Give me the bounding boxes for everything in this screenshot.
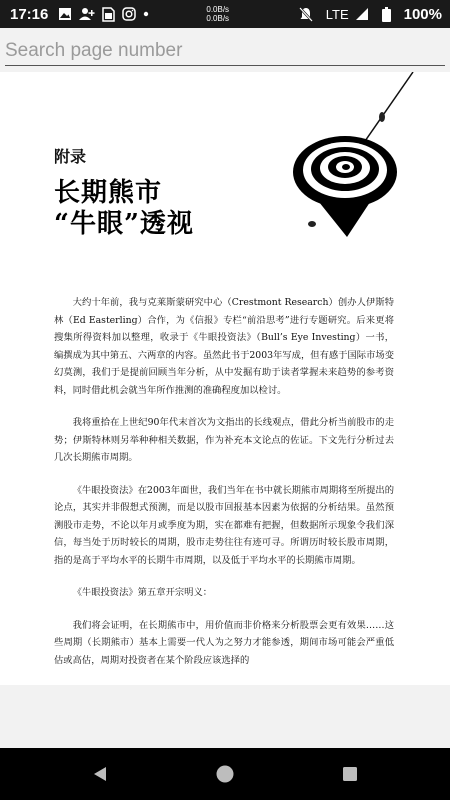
net-up: 0.0B/s	[206, 5, 230, 14]
status-bar	[0, 0, 450, 28]
battery-percent: 100%	[403, 5, 442, 23]
home-circle-icon[interactable]	[213, 762, 237, 786]
chapter-title-line2: “牛眼”透视	[54, 209, 194, 239]
paragraph: 大约十年前，我与克莱斯蒙研究中心（Crestmont Research）创办人伊斯特林（Ed Easterling）合作，为《信报》专栏“前沿思考”进行专题研究。后来更将搜集所得资料加以整理，收录于《牛眼投资法》（Bull’s Eye Investing）一书，编撰成为其中第五、六两章的内容。虽然此书于2003年写成，但有感于国际市场变幻莫测，我们于是提前回顾当年分析，从中发掘有助于读者掌握未来趋势的参考资料，同时借此机会就当年所作推测的准确程度加以检讨。	[54, 297, 394, 396]
battery-icon	[382, 7, 391, 22]
back-triangle-icon[interactable]	[88, 762, 112, 786]
appendix-label: 附录	[54, 147, 87, 166]
instagram-icon	[122, 7, 136, 21]
search-input[interactable]	[5, 37, 445, 66]
image-icon	[58, 7, 72, 21]
bulls-eye-dart-illustration	[285, 72, 425, 242]
mute-icon	[299, 7, 313, 22]
search-bar	[0, 28, 450, 72]
paragraph: 我们将会证明，在长期熊市中，用价值而非价格来分析股票会更有效果……这些周期（长期熊市）基本上需要一代人为之努力才能参透，期间市场可能会严重低估或高估，周期对投资者在某个阶段应该选择的	[54, 619, 394, 666]
paragraph: 《牛眼投资法》第五章开宗明义：	[72, 587, 213, 598]
paragraph: 我将重拾在上世纪90年代末首次为文指出的长线观点，借此分析当前股市的走势；伊斯特林则另举种种相关数据，作为补充本文论点的佐证。下文先行分析过去几次长期熊市周期。	[54, 417, 394, 463]
sim-card-icon	[102, 7, 115, 22]
dot-icon	[143, 11, 149, 17]
chapter-title-line1: 长期熊市	[54, 178, 163, 208]
signal-icon	[355, 7, 369, 21]
recents-square-icon[interactable]	[338, 762, 362, 786]
network-type: LTE	[325, 6, 349, 22]
body-text	[54, 294, 394, 684]
network-speed	[206, 5, 229, 23]
person-add-icon	[79, 7, 95, 21]
navigation-bar	[0, 748, 450, 800]
paragraph: 《牛眼投资法》在2003年面世，我们当年在书中就长期熊市周期将至所提出的论点，其实并非假想式预测，而是以股市回报基本因素为依据的分析结果。虽然预测股市走势，不论以年月或季度为期，实在都难有把握，但数据所示现象令我们深信，每当处于历时较长的周期，股市走势往往有迹可寻。所谓历时较长股市周期，指的是高于平均水平的长期牛市周期，以及低于平均水平的长期熊市周期。	[54, 484, 394, 566]
net-down: 0.0B/s	[206, 14, 230, 23]
document-page[interactable]	[0, 72, 450, 685]
status-time: 17:16	[10, 5, 49, 23]
